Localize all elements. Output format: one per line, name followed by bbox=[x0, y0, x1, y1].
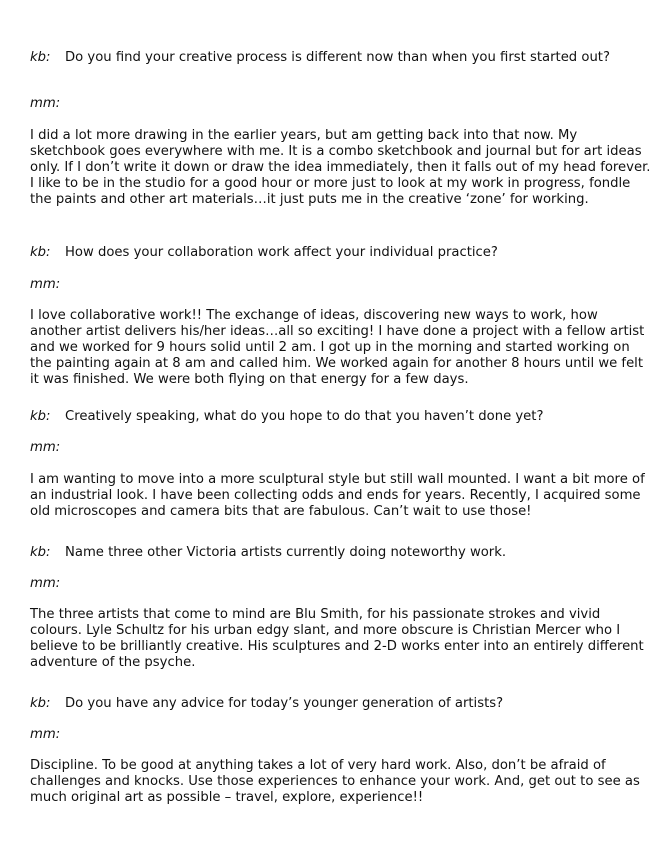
answer-2: I love collaborative work!! The exchange of ideas, discovering new ways to work, how another artist delivers his/her ideas…all so exciting! I have done a project with a fellow artist and we worked for 9 hours solid until 2 am. I got up in the morning and started working on the painting again at 8 am and called him. We worked again for another 8 hours until we felt it was finished. We were both flying on that energy for a few days. bbox=[30, 308, 645, 387]
respondent-label: mm: bbox=[30, 96, 61, 111]
question-2 bbox=[30, 245, 650, 261]
question-text: Do you have any advice for today’s younger generation of artists? bbox=[65, 696, 504, 711]
question-1 bbox=[30, 50, 650, 66]
interviewer-label: kb: bbox=[30, 545, 51, 560]
question-text: Name three other Victoria artists currently doing noteworthy work. bbox=[65, 545, 507, 560]
answer-3: I am wanting to move into a more sculptural style but still wall mounted. I want a bit more of an industrial look. I have been collecting odds and ends for years. Recently, I acquired some old microscopes and camera bits that are fabulous. Can’t wait to use those! bbox=[30, 472, 645, 519]
answer-1: I did a lot more drawing in the earlier years, but am getting back into that now. My sketchbook goes everywhere with me. It is a combo sketchbook and journal but for art ideas only. If I don’t write it down or draw the idea immediately, then it falls out of my head forever. I like to be in the studio for a good hour or more just to look at my work in progress, fondle the paints and other art materials…it just puts me in the creative ‘zone’ for working. bbox=[30, 128, 651, 207]
question-text: Creatively speaking, what do you hope to do that you haven’t done yet? bbox=[65, 409, 544, 424]
respondent-label: mm: bbox=[30, 440, 61, 455]
question-3 bbox=[30, 409, 650, 425]
respondent-label: mm: bbox=[30, 727, 61, 742]
question-4 bbox=[30, 545, 650, 561]
answer-5: Discipline. To be good at anything takes a lot of very hard work. Also, don’t be afraid of challenges and knocks. Use those experiences to enhance your work. And, get out to see as much original art as possible – travel, explore, experience!! bbox=[30, 758, 640, 805]
interviewer-label: kb: bbox=[30, 409, 51, 424]
respondent-label: mm: bbox=[30, 576, 61, 591]
answer-4: The three artists that come to mind are Blu Smith, for his passionate strokes and vivid colours. Lyle Schultz for his urban edgy slant, and more obscure is Christian Mercer who I believe to be brilliantly creative. His sculptures and 2-D works enter into an entirely different adventure of the psyche. bbox=[30, 607, 644, 670]
interviewer-label: kb: bbox=[30, 50, 51, 65]
question-text: Do you find your creative process is different now than when you first started out? bbox=[65, 50, 610, 65]
respondent-label: mm: bbox=[30, 277, 61, 292]
interviewer-label: kb: bbox=[30, 696, 51, 711]
question-text: How does your collaboration work affect your individual practice? bbox=[65, 245, 498, 260]
question-5 bbox=[30, 696, 650, 712]
interviewer-label: kb: bbox=[30, 245, 51, 260]
